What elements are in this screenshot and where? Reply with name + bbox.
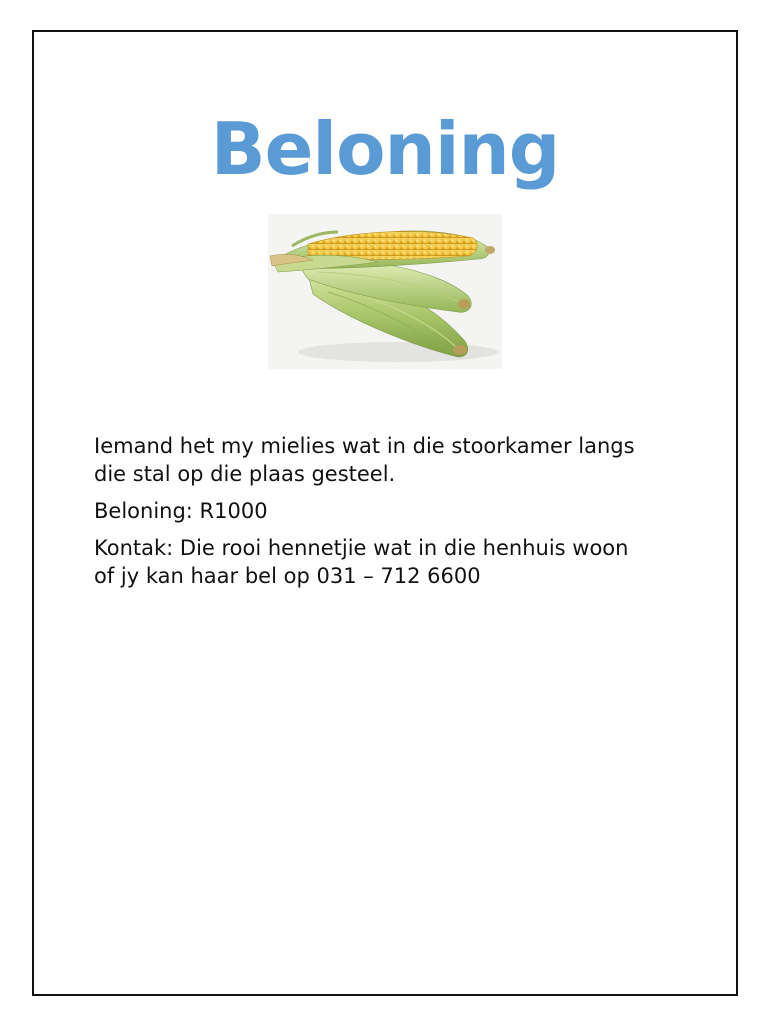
- missing-paragraph: Iemand het my mielies wat in die stoorkamer langs die stal op die plaas gesteel.: [94, 434, 635, 486]
- poster-page: [32, 30, 738, 996]
- corn-cobs-icon: [268, 214, 502, 369]
- contact-paragraph: Kontak: Die rooi hennetjie wat in die henhuis woon of jy kan haar bel op 031 – 712 6600: [94, 536, 629, 588]
- reward-paragraph: Beloning: R1000: [94, 499, 268, 523]
- poster-body: [94, 432, 654, 599]
- poster-title: Beloning: [210, 107, 560, 191]
- corn-image: [268, 214, 502, 369]
